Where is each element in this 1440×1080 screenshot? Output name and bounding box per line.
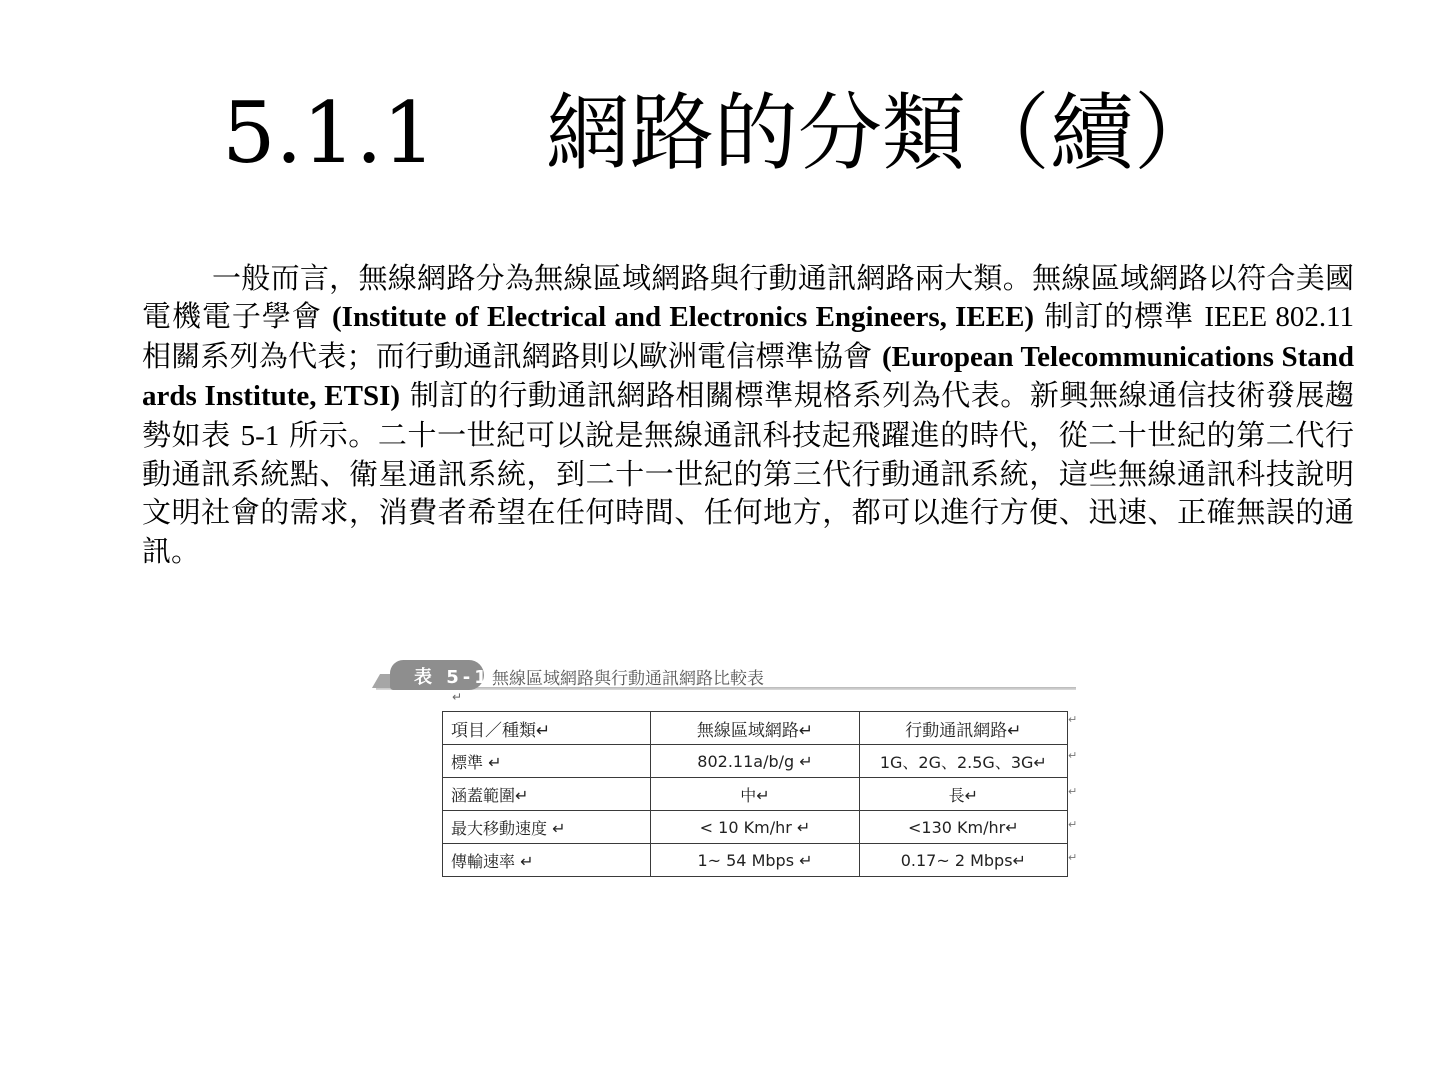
table-cell: < 10 Km/hr ↵ xyxy=(651,811,859,844)
row-return-mark: ↵ xyxy=(1068,749,1078,762)
table-reference: 5-1 xyxy=(240,419,280,452)
return-mark: ↵ xyxy=(452,690,463,704)
table-caption-bar xyxy=(376,652,1076,692)
row-return-mark: ↵ xyxy=(1068,851,1078,864)
table-cell: 涵蓋範圍↵ xyxy=(443,778,651,811)
paragraph-text-5: 所示。二十一世紀可以說是無線通訊科技起飛躍進的時代，從二十世紀的第二代行動通訊系統點、衛星通訊系統，到二十一世紀的第三代行動通訊系統，這些無線通訊科技說明文明社會的需求，消費者希望在任何時間、任何地方，都可以進行方便、迅速、正確無誤的通訊。 xyxy=(142,417,1354,568)
table-cell: 最大移動速度 ↵ xyxy=(443,811,651,844)
table-cell: 中↵ xyxy=(651,778,859,811)
ieee-full-name: (Institute of Electrical and Electronics Engineers, IEEE) xyxy=(332,301,1035,334)
table-cell: 802.11a/b/g ↵ xyxy=(651,745,859,778)
paragraph-text-3: 相關系列為代表；而行動通訊網路則以歐洲電信標準協會 xyxy=(142,338,882,373)
row-return-mark: ↵ xyxy=(1068,713,1078,726)
header-cell-mobile: 行動通訊網路↵ xyxy=(859,712,1067,745)
table-cell: 0.17~ 2 Mbps↵ xyxy=(859,844,1067,877)
slide-title xyxy=(0,78,1440,188)
comparison-table xyxy=(442,711,1068,877)
table-cell: <130 Km/hr↵ xyxy=(859,811,1067,844)
title-number: 5.1.1 xyxy=(222,84,436,182)
ieee-standard: IEEE 802.11 xyxy=(1204,301,1355,334)
table-cell: 1G、2G、2.5G、3G↵ xyxy=(859,745,1067,778)
row-return-mark: ↵ xyxy=(1068,818,1078,831)
title-text: 網路的分類（續） xyxy=(545,84,1218,182)
caption-badge-label: 表 5-1 xyxy=(414,667,491,688)
table-cell: 傳輸速率 ↵ xyxy=(443,844,651,877)
header-cell-wlan: 無線區域網路↵ xyxy=(651,712,859,745)
table-row xyxy=(443,745,1068,778)
table-row xyxy=(443,778,1068,811)
paragraph-text-1: 一般而言，無線網路分為無線區域網路與行動通訊網路兩大類。無線區域網路以符合美國電機電子學會 xyxy=(142,261,1354,334)
table-row xyxy=(443,844,1068,877)
table-caption: 無線區域網路與行動通訊網路比較表 xyxy=(492,669,764,689)
table-cell: 1~ 54 Mbps ↵ xyxy=(651,844,859,877)
paragraph-text-4: 制訂的行動通訊網路相關標準規格系列為代表。新興無線通信技術發展趨勢如表 xyxy=(142,378,1354,452)
body-paragraph xyxy=(142,259,1354,570)
table-cell: 長↵ xyxy=(859,778,1067,811)
table-row xyxy=(443,811,1068,844)
header-cell-item: 項目／種類↵ xyxy=(443,712,651,745)
row-return-mark: ↵ xyxy=(1068,785,1078,798)
etsi-full-name: (European Telecommunications Standards Institute, ETSI) xyxy=(142,340,1354,413)
table-cell: 標準 ↵ xyxy=(443,745,651,778)
comparison-table-figure xyxy=(376,652,1082,884)
table-header-row xyxy=(443,712,1068,745)
paragraph-text-2: 制訂的標準 xyxy=(1034,299,1205,334)
